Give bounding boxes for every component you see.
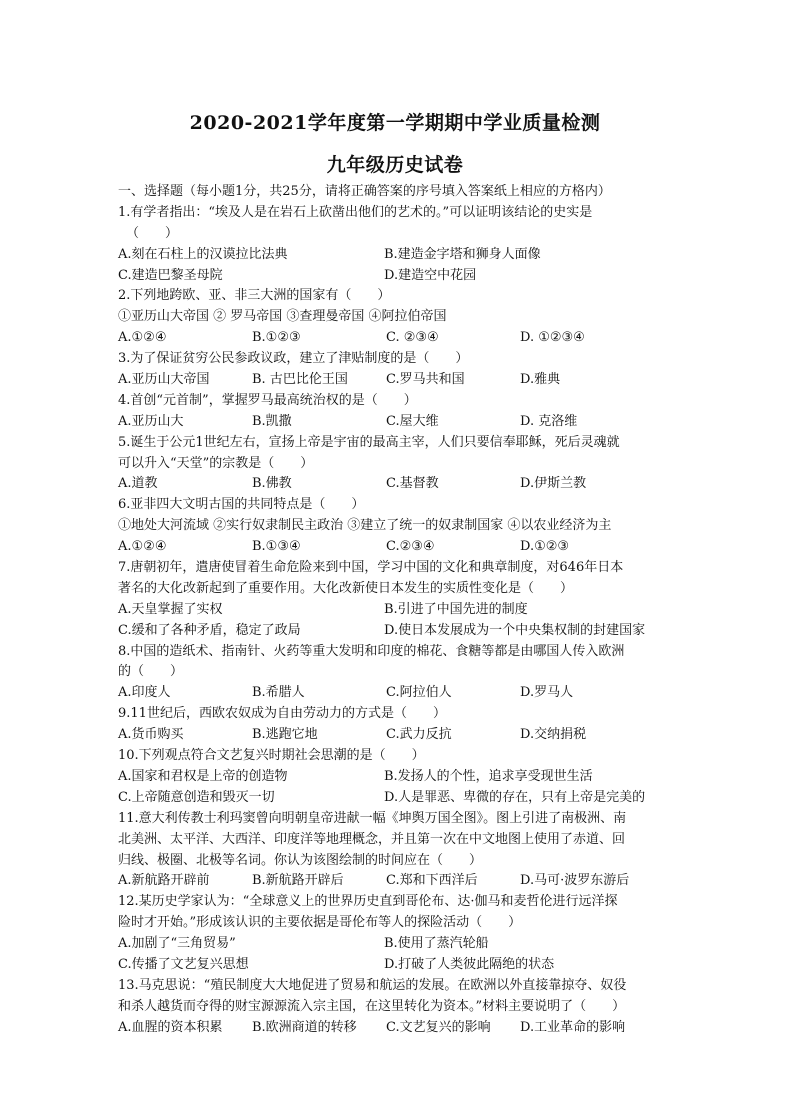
question-stem: 13.马克思说：“殖民制度大大地促进了贸易和航运的发展。在欧洲以外直接靠掠夺、奴役 xyxy=(118,977,627,993)
option-row xyxy=(118,1018,678,1039)
option-b: B.凯撒 xyxy=(252,413,292,429)
option-row xyxy=(118,474,678,495)
exam-body xyxy=(118,182,678,1039)
option-a: A.①②④ xyxy=(118,330,167,346)
question-stem: （ ） xyxy=(126,225,179,241)
option-row xyxy=(118,871,678,892)
question-stem: 和杀人越货而夺得的财宝源源流入宗主国，在这里转化为资本。”材料主要说明了（ ） xyxy=(118,998,626,1014)
option-d: D.雅典 xyxy=(520,372,561,388)
question-stem: 2.下列地跨欧、亚、非三大洲的国家有（ ） xyxy=(118,288,391,304)
option-d: D. 克洛维 xyxy=(520,413,578,429)
question-stem: ①地处大河流域 ②实行奴隶制民主政治 ③建立了统一的奴隶制国家 ④以农业经济为主 xyxy=(118,518,612,534)
question xyxy=(118,704,678,746)
option-c: C.缓和了各种矛盾，稳定了政局 xyxy=(118,622,301,638)
question-stem: 8.中国的造纸术、指南针、火药等重大发明和印度的棉花、食糖等都是由哪国人传入欧洲 xyxy=(118,643,625,659)
question-stem: 可以升入“天堂”的宗教是（ ） xyxy=(118,455,314,471)
option-row xyxy=(118,266,678,287)
option-a: A.刻在石柱上的汉谟拉比法典 xyxy=(118,246,288,262)
option-c: C.阿拉伯人 xyxy=(386,685,452,701)
option-b: B.欧洲商道的转移 xyxy=(252,1019,357,1035)
option-a: A.印度人 xyxy=(118,685,171,701)
option-d: D.打破了人类彼此隔绝的状态 xyxy=(384,956,555,972)
option-b: B.发扬人的个性，追求享受现世生活 xyxy=(384,768,593,784)
option-a: A.新航路开辟前 xyxy=(118,873,210,889)
question xyxy=(118,976,678,1039)
option-a: A.①②④ xyxy=(118,539,167,555)
option-d: D.马可·波罗东游后 xyxy=(520,873,630,889)
option-c: C.罗马共和国 xyxy=(386,372,465,388)
question-stem: 6.亚非四大文明古国的共同特点是（ ） xyxy=(118,497,365,513)
option-a: A.货币购买 xyxy=(118,727,184,743)
question-stem: 5.诞生于公元1世纪左右，宣扬上帝是宇宙的最高主宰，人们只要信奉耶稣，死后灵魂就 xyxy=(118,434,620,450)
option-d: D.①②③ xyxy=(520,539,570,555)
option-row xyxy=(118,788,678,809)
option-row xyxy=(118,600,678,621)
section-heading: 一、选择题（每小题1分，共25分，请将正确答案的序号填入答案纸上相应的方格内） xyxy=(118,184,611,199)
question xyxy=(118,495,678,558)
option-c: C.②③④ xyxy=(386,539,435,555)
question-stem: 11.意大利传教士利玛窦曾向明朝皇帝进献一幅《坤舆万国全图》。图上引进了南极洲、南 xyxy=(118,810,627,826)
option-d: D. ①②③④ xyxy=(520,330,585,346)
question xyxy=(118,349,678,391)
option-c: C.武力反抗 xyxy=(386,727,452,743)
option-c: C.文艺复兴的影响 xyxy=(386,1019,491,1035)
question-stem: 7.唐朝初年，遣唐使冒着生命危险来到中国，学习中国的文化和典章制度，对646年日本 xyxy=(118,560,624,576)
page-subtitle: 九年级历史试卷 xyxy=(326,154,464,176)
question xyxy=(118,558,678,642)
option-a: A.道教 xyxy=(118,476,158,492)
option-a: A.亚历山大帝国 xyxy=(118,372,210,388)
option-d: D.建造空中花园 xyxy=(384,267,477,283)
option-c: C. ②③④ xyxy=(386,330,439,346)
question-stem: 险时才开始。”形成该认识的主要依据是哥伦布等人的探险活动（ ） xyxy=(118,915,522,931)
option-b: B.①②③ xyxy=(252,330,301,346)
option-row xyxy=(118,725,678,746)
option-b: B.建造金字塔和狮身人面像 xyxy=(384,246,541,262)
question-stem: 1.有学者指出：“埃及人是在岩石上砍凿出他们的艺术的。”可以证明该结论的史实是 xyxy=(118,204,593,220)
question xyxy=(118,433,678,496)
option-row xyxy=(118,245,678,266)
option-row xyxy=(118,621,678,642)
option-c: C.屋大维 xyxy=(386,413,439,429)
option-d: D.使日本发展成为一个中央集权制的封建国家 xyxy=(384,622,646,638)
option-d: D.伊斯兰教 xyxy=(520,476,587,492)
option-d: D.人是罪恶、卑微的存在，只有上帝是完美的 xyxy=(384,789,646,805)
option-row xyxy=(118,537,678,558)
question-stem: 10.下列观点符合文艺复兴时期社会思潮的是（ ） xyxy=(118,748,425,764)
question xyxy=(118,892,678,976)
question-stem: 著名的大化改新起到了重要作用。大化改新使日本发生的实质性变化是（ ） xyxy=(118,580,574,596)
option-a: A.血腥的资本积累 xyxy=(118,1019,223,1035)
question-stem: 9.11世纪后，西欧农奴成为自由劳动力的方式是（ ） xyxy=(118,706,446,722)
option-d: D.工业革命的影响 xyxy=(520,1019,626,1035)
option-b: B.逃跑它地 xyxy=(252,727,318,743)
option-b: B.使用了蒸汽轮船 xyxy=(384,936,489,952)
option-row xyxy=(118,328,678,349)
option-a: A.亚历山大 xyxy=(118,413,184,429)
question-stem: 12.某历史学家认为：“全球意义上的世界历史直到哥伦布、达·伽马和麦哲伦进行远洋探 xyxy=(118,894,618,910)
option-a: A.天皇掌握了实权 xyxy=(118,601,223,617)
option-row xyxy=(118,934,678,955)
question-stem: ①亚历山大帝国 ② 罗马帝国 ③查理曼帝国 ④阿拉伯帝国 xyxy=(118,309,447,325)
option-b: B.希腊人 xyxy=(252,685,305,701)
question-stem: 的（ ） xyxy=(118,664,184,680)
question xyxy=(118,391,678,433)
option-d: D.交纳捐税 xyxy=(520,727,587,743)
option-c: C.传播了文艺复兴思想 xyxy=(118,956,249,972)
option-b: B.新航路开辟后 xyxy=(252,873,344,889)
option-row xyxy=(118,767,678,788)
question-stem: 3.为了保证贫穷公民参政议政，建立了津贴制度的是（ ） xyxy=(118,351,469,367)
option-c: C.郑和下西洋后 xyxy=(386,873,478,889)
page-title: 2020-2021学年度第一学期期中学业质量检测 xyxy=(189,112,601,134)
question xyxy=(118,286,678,349)
option-a: A.加剧了“三角贸易” xyxy=(118,936,236,952)
option-b: B. 古巴比伦王国 xyxy=(252,372,348,388)
option-row xyxy=(118,412,678,433)
question-stem: 北美洲、太平洋、大西洋、印度洋等地理概念，并且第一次在中文地图上使用了赤道、回 xyxy=(118,831,626,847)
question xyxy=(118,203,678,287)
option-c: C.上帝随意创造和毁灭一切 xyxy=(118,789,275,805)
option-c: C.建造巴黎圣母院 xyxy=(118,267,223,283)
question xyxy=(118,809,678,893)
option-row xyxy=(118,370,678,391)
question-stem: 4.首创“元首制”，掌握罗马最高统治权的是（ ） xyxy=(118,392,417,408)
question xyxy=(118,746,678,809)
option-c: C.基督教 xyxy=(386,476,439,492)
option-b: B.①③④ xyxy=(252,539,301,555)
option-row xyxy=(118,955,678,976)
option-row xyxy=(118,683,678,704)
question xyxy=(118,642,678,705)
option-b: B.引进了中国先进的制度 xyxy=(384,601,528,617)
option-d: D.罗马人 xyxy=(520,685,574,701)
question-stem: 归线、极圈、北极等名词。你认为该图绘制的时间应在（ ） xyxy=(118,852,483,868)
option-a: A.国家和君权是上帝的创造物 xyxy=(118,768,288,784)
option-b: B.佛教 xyxy=(252,476,292,492)
